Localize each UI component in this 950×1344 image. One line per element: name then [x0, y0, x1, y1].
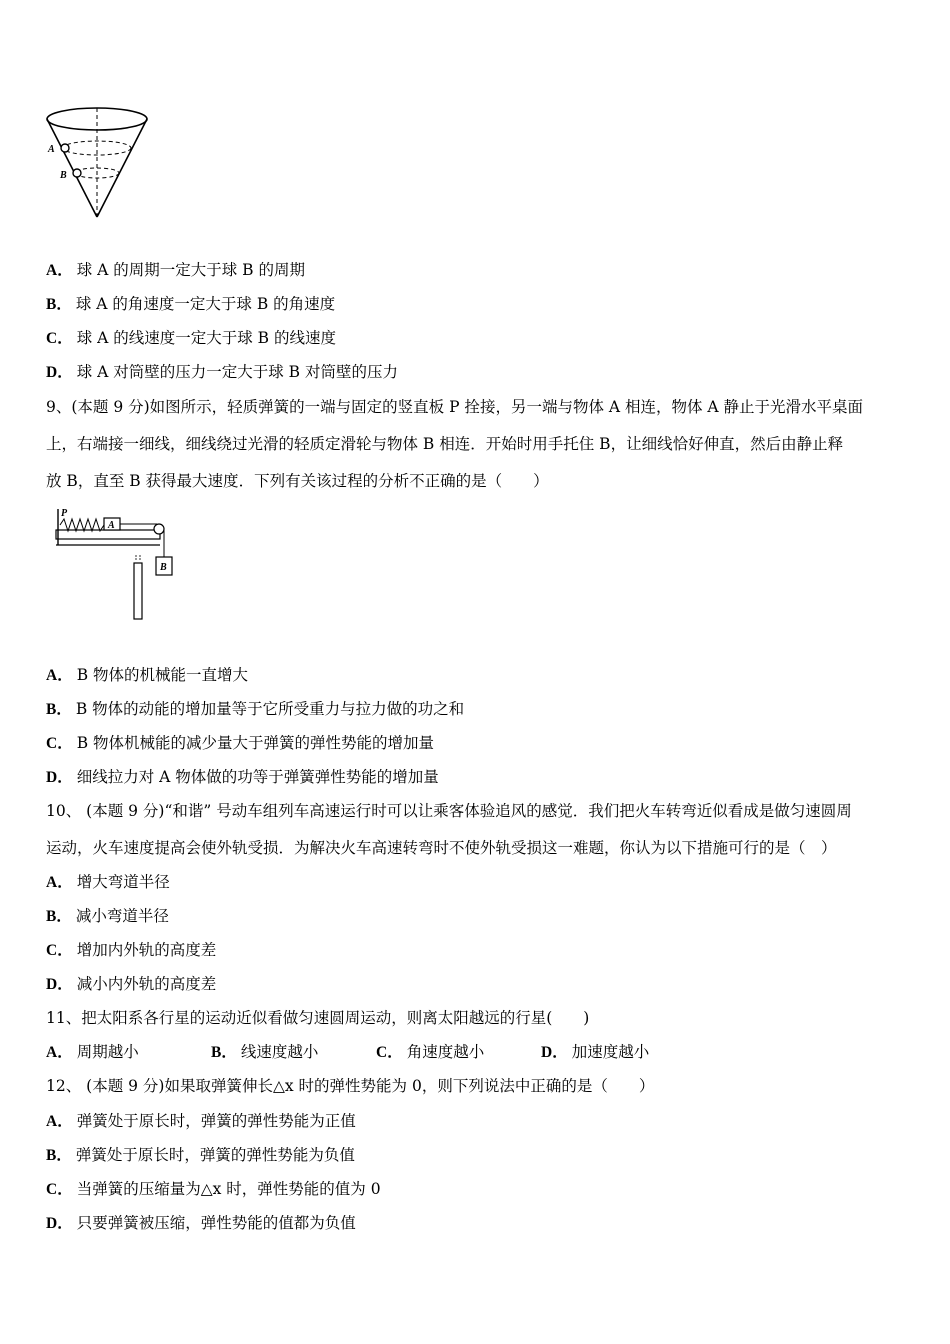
q12-option-a: A． 弹簧处于原长时，弹簧的弹性势能为正值 — [46, 1112, 356, 1130]
q11-option-c: C． 角速度越小 — [376, 1043, 485, 1061]
ball-b — [73, 169, 81, 177]
q9-stem-line-1: 9、(本题 9 分)如图所示，轻质弹簧的一端与固定的竖直板 P 拴接，另一端与物体 A 相连，物体 A 静止于光滑水平桌面 — [46, 398, 864, 416]
q11-stem: 11、把太阳系各行星的运动近似看做匀速圆周运动，则离太阳越远的行星( ) — [46, 1009, 590, 1027]
q11-option-b: B． 线速度越小 — [211, 1043, 319, 1061]
ball-a — [61, 144, 69, 152]
q8-option-a: A． 球 A 的周期一定大于球 B 的周期 — [46, 261, 305, 279]
q9-option-a: A． B 物体的机械能一直增大 — [46, 666, 249, 684]
q9-stem-line-3: 放 B，直至 B 获得最大速度．下列有关该过程的分析不正确的是（ ） — [46, 472, 549, 490]
spring-pulley-figure — [50, 505, 180, 625]
q11-options-row — [46, 1042, 649, 1063]
q9-option-c: C． B 物体机械能的减少量大于弹簧的弹性势能的增加量 — [46, 734, 435, 752]
label-block-b: B — [160, 562, 167, 573]
q8-option-c: C． 球 A 的线速度一定大于球 B 的线速度 — [46, 329, 336, 347]
q8-option-d: D． 球 A 对筒壁的压力一定大于球 B 对筒壁的压力 — [46, 363, 398, 381]
q10-stem-line-2: 运动，火车速度提高会使外轨受损．为解决火车高速转弯时不使外轨受损这一难题，你认为以下措施可行的是（ ） — [46, 839, 837, 857]
q12-option-c: C． 当弹簧的压缩量为△x 时，弹性势能的值为 0 — [46, 1180, 381, 1198]
q11-option-a: A． 周期越小 — [46, 1043, 139, 1061]
q10-option-b: B． 减小弯道半径 — [46, 907, 169, 925]
q10-option-d: D． 减小内外轨的高度差 — [46, 975, 217, 993]
q12-option-d: D． 只要弹簧被压缩，弹性势能的值都为负值 — [46, 1214, 356, 1232]
label-p: P — [61, 508, 68, 519]
q12-stem: 12、 (本题 9 分)如果取弹簧伸长△x 时的弹性势能为 0，则下列说法中正确的是（ ） — [46, 1077, 655, 1095]
q10-stem-line-1: 10、 (本题 9 分)“和谐” 号动车组列车高速运行时可以让乘客体验追风的感觉．我们把火车转弯近似看成是做匀速圆周 — [46, 802, 852, 820]
label-a: A — [48, 144, 55, 155]
q11-option-d: D． 加速度越小 — [541, 1043, 650, 1061]
q10-option-a: A． 增大弯道半径 — [46, 873, 170, 891]
q8-option-b: B． 球 A 的角速度一定大于球 B 的角速度 — [46, 295, 336, 313]
q12-option-b: B． 弹簧处于原长时，弹簧的弹性势能为负值 — [46, 1146, 355, 1164]
label-block-a: A — [108, 520, 115, 531]
q9-option-d: D． 细线拉力对 A 物体做的功等于弹簧弹性势能的增加量 — [46, 768, 439, 786]
q9-option-b: B． B 物体的动能的增加量等于它所受重力与拉力做的功之和 — [46, 700, 465, 718]
label-b: B — [60, 170, 67, 181]
q9-stem-line-2: 上，右端接一细线，细线绕过光滑的轻质定滑轮与物体 B 相连．开始时用手托住 B，让细线恰好伸直，然后由静止释 — [46, 435, 844, 453]
cone-figure — [40, 100, 160, 225]
q10-option-c: C． 增加内外轨的高度差 — [46, 941, 217, 959]
